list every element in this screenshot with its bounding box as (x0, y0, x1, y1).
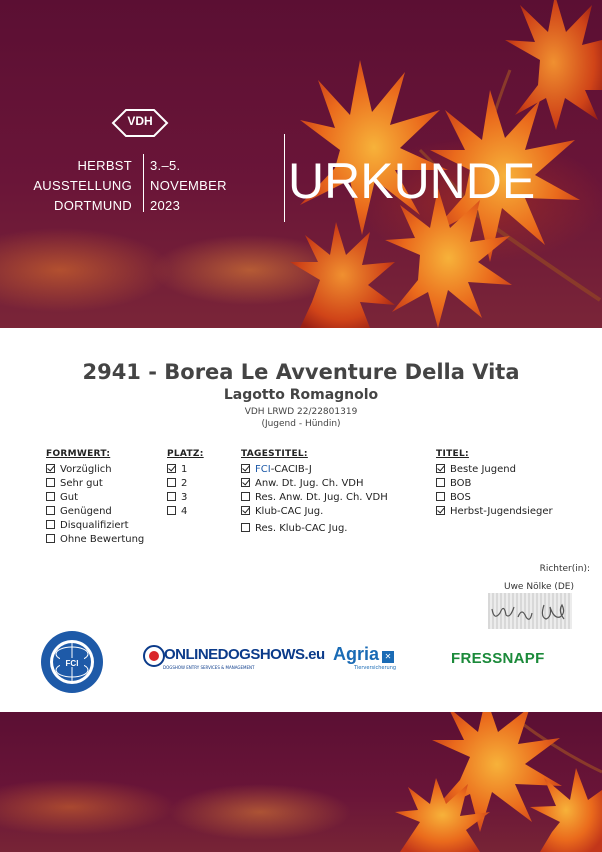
date-line: NOVEMBER (150, 178, 227, 193)
formwert-option: Vorzüglich (46, 463, 144, 477)
checkbox-icon (167, 464, 176, 473)
dog-breed: Lagotto Romagnolo (223, 387, 379, 403)
date-line: 3.–5. (150, 158, 181, 173)
titel-option: BOB (436, 477, 553, 491)
checkbox-icon (167, 506, 176, 515)
titel-option: Herbst-Jugendsieger (436, 505, 553, 519)
platz-heading: PLATZ: (167, 449, 204, 459)
platz-option: 3 (167, 491, 204, 505)
signature-scribble-icon (488, 593, 572, 629)
checkbox-icon (241, 523, 250, 532)
judge-label: Richter(in): (539, 564, 590, 574)
titel-section (436, 449, 553, 519)
tagestitel-heading: TAGESTITEL: (241, 449, 308, 459)
date-line: 2023 (150, 198, 181, 213)
title-divider-line (284, 134, 285, 222)
checkbox-icon (241, 464, 250, 473)
formwert-heading: FORMWERT: (46, 449, 111, 459)
checkbox-icon (436, 478, 445, 487)
certificate-title: URKUNDE (288, 153, 536, 209)
onlinedogshows-tagline: DOGSHOW ENTRY SERVICES & MANAGEMENT (163, 665, 255, 670)
formwert-option: Sehr gut (46, 477, 144, 491)
registration-number: VDH LRWD 22/22801319 (244, 407, 358, 417)
checkbox-icon (46, 464, 55, 473)
checkbox-icon (167, 478, 176, 487)
tagestitel-section (241, 449, 388, 536)
formwert-option: Genügend (46, 505, 144, 519)
titel-option: BOS (436, 491, 553, 505)
formwert-option: Gut (46, 491, 144, 505)
checkbox-icon (436, 464, 445, 473)
platz-option: 4 (167, 505, 204, 519)
checkbox-icon (46, 506, 55, 515)
formwert-section (46, 449, 144, 547)
checkbox-icon (167, 492, 176, 501)
fci-logo-icon (40, 630, 104, 694)
onlinedogshows-paw-icon (143, 642, 165, 670)
show-name (33, 156, 132, 216)
fressnapf-logo: FRESSNAPF (451, 650, 545, 667)
platz-option: 2 (167, 477, 204, 491)
dog-class: (Jugend - Hündin) (261, 419, 341, 429)
vdh-logo-text: VDH (127, 114, 153, 128)
checkbox-icon (436, 492, 445, 501)
show-line: DORTMUND (54, 198, 132, 213)
titel-heading: TITEL: (436, 449, 469, 459)
show-line: AUSSTELLUNG (33, 178, 132, 193)
tagestitel-option: FCI-CACIB-J (241, 463, 388, 477)
tagestitel-option: Res. Klub-CAC Jug. (241, 522, 388, 536)
checkbox-icon (241, 492, 250, 501)
show-line: HERBST (77, 158, 132, 173)
checkbox-icon (46, 492, 55, 501)
platz-section (167, 449, 204, 519)
checkbox-icon (46, 520, 55, 529)
agria-logo: Agria (333, 644, 380, 664)
dog-title: 2941 - Borea Le Avventure Della Vita (82, 360, 520, 384)
autumn-leaves-footer-illustration (0, 712, 602, 852)
agria-mark-icon: ✕ (382, 651, 394, 663)
formwert-option: Ohne Bewertung (46, 533, 144, 547)
tagestitel-option: Klub-CAC Jug. (241, 505, 388, 519)
show-dates (150, 156, 227, 216)
tagestitel-option: Res. Anw. Dt. Jug. Ch. VDH (241, 491, 388, 505)
header-banner (0, 0, 602, 328)
checkbox-icon (46, 478, 55, 487)
checkbox-icon (241, 506, 250, 515)
titel-option: Beste Jugend (436, 463, 553, 477)
formwert-option: Disqualifiziert (46, 519, 144, 533)
onlinedogshows-logo: ONLINEDOGSHOWS.eu (164, 646, 325, 663)
agria-tagline: Tierversicherung (354, 665, 397, 671)
judge-signature (488, 593, 572, 629)
platz-option: 1 (167, 463, 204, 477)
divider-line (143, 154, 144, 212)
fci-logo-text: FCI (65, 659, 79, 668)
judge-name: Uwe Nölke (DE) (503, 582, 574, 592)
checkbox-icon (241, 478, 250, 487)
checkbox-icon (46, 534, 55, 543)
footer-banner (0, 712, 602, 852)
tagestitel-option: Anw. Dt. Jug. Ch. VDH (241, 477, 388, 491)
checkbox-icon (436, 506, 445, 515)
